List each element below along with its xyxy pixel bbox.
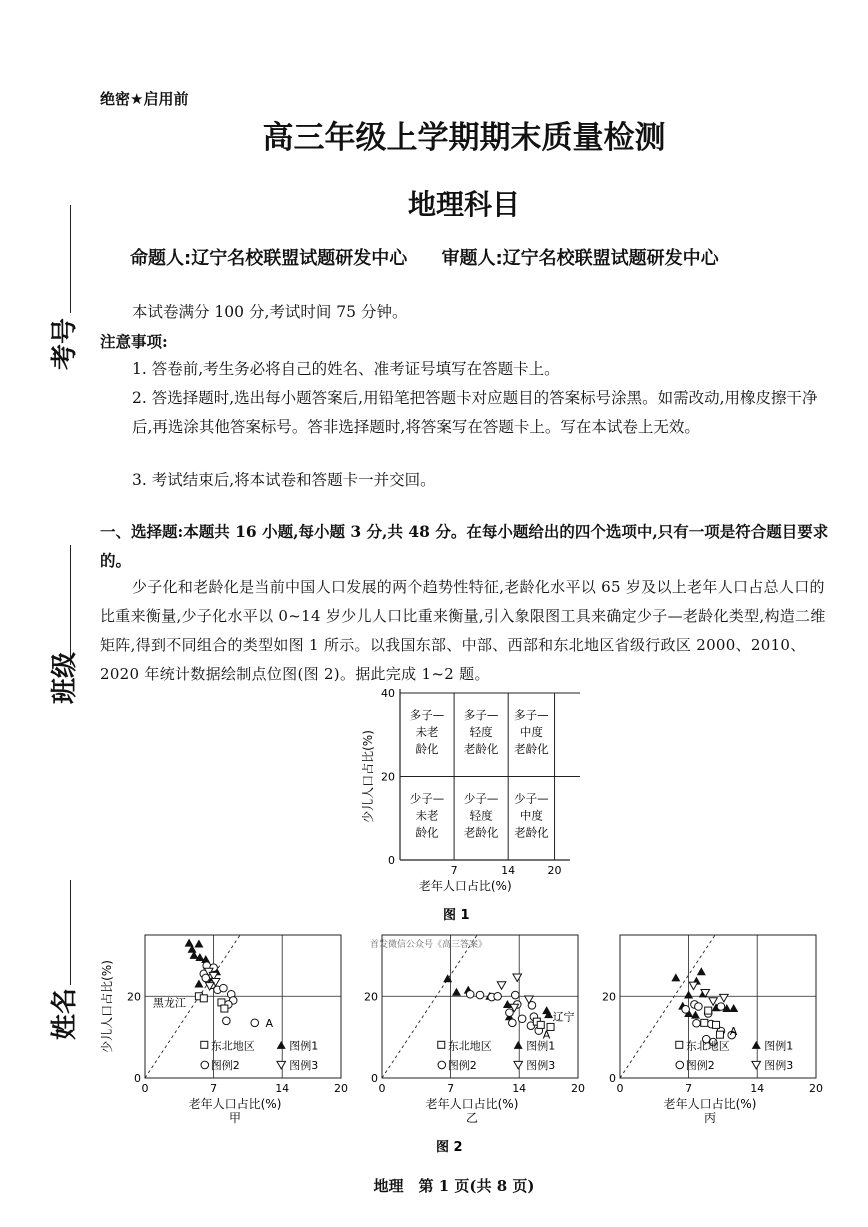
quadrant-label: 未老 <box>415 724 439 739</box>
x-tick-label: 20 <box>547 864 562 877</box>
legend2-marker <box>201 1061 209 1069</box>
legend1-point <box>194 939 203 947</box>
panel-label: 丙 <box>703 1111 717 1125</box>
quadrant-label: 少子— <box>409 791 445 806</box>
note-item-3: 3. 考试结束后,将本试卷和答题卡一并交回。 <box>132 471 436 489</box>
quadrant-label: 老龄化 <box>463 741 499 756</box>
reviewer: 审题人:辽宁名校联盟试题研发中心 <box>441 248 719 269</box>
author: 命题人:辽宁名校联盟试题研发中心 <box>130 248 408 269</box>
quadrant-label: 少子— <box>514 791 549 806</box>
northeast-point <box>221 1005 228 1012</box>
x-tick-label: 14 <box>275 1082 290 1095</box>
x-tick-label: 0 <box>616 1082 624 1095</box>
province-annotation: 辽宁 <box>552 1010 575 1024</box>
legend2-label: 图例2 <box>685 1058 715 1072</box>
confidential-label: 绝密★启用前 <box>100 90 189 108</box>
y-tick-label: 20 <box>381 770 395 784</box>
x-tick-label: 20 <box>809 1082 823 1095</box>
legend3-label: 图例3 <box>526 1058 556 1072</box>
x-tick-label: 20 <box>571 1082 585 1095</box>
x-tick-label: 7 <box>450 864 458 877</box>
legend1-point <box>729 1004 738 1012</box>
legend-northeast-label: 东北地区 <box>447 1039 492 1053</box>
figure-1-chart <box>340 683 580 933</box>
legend1-point <box>691 1011 700 1019</box>
legend1-point <box>194 980 203 988</box>
point-a-label: A <box>265 1016 274 1030</box>
name-label: 姓名 <box>50 987 80 1040</box>
legend1-label: 图例1 <box>289 1039 319 1053</box>
figure-2-caption: 图 2 <box>436 1140 463 1155</box>
class-label: 班级 <box>50 651 80 704</box>
y-tick-label: 0 <box>371 1072 378 1085</box>
quadrant-label: 龄化 <box>415 825 439 840</box>
exam-title: 高三年级上学期期末质量检测 <box>262 120 666 156</box>
legend3-point <box>513 974 522 982</box>
x-tick-label: 7 <box>447 1082 455 1095</box>
legend2-point <box>251 1019 259 1027</box>
legend2-point <box>693 1019 701 1027</box>
authors-line <box>130 244 719 270</box>
question-stem: 少子化和老龄化是当前中国人口发展的两个趋势性特征,老龄化水平以 65 岁及以上老年人口占总人口的比重来衡量,少子化水平以 0~14 岁少儿人口比重来衡量,引入象限图工具来确定少子—老龄化类型,构造二维矩阵,得到不同组合的类型如图 1 所示。以我国东部、中部、西部和东北地区省级行政区 2000、2010、2020 年统计数据绘制点位图(图 2)。据此完成 1~2 题。 <box>100 578 826 683</box>
y-axis-label: 少儿人口占比(%) <box>100 960 114 1053</box>
y-tick-label: 20 <box>127 990 141 1004</box>
name-line <box>70 880 71 985</box>
watermark-text: 首发微信公众号《高三答案》 <box>370 940 488 950</box>
y-axis-label: 少儿人口占比(%) <box>361 730 375 823</box>
northeast-point <box>701 1019 708 1026</box>
x-axis-label: 老年人口占比(%) <box>188 1097 282 1111</box>
exam-no-line <box>70 205 71 313</box>
scatter-panel-3 <box>602 935 823 1125</box>
intro-text: 本试卷满分 100 分,考试时间 75 分钟。 <box>132 303 408 321</box>
section-heading: 一、选择题:本题共 16 小题,每小题 3 分,共 48 分。在每小题给出的四个选项中,只有一项是符合题目要求的。 <box>100 522 829 570</box>
x-axis-label: 老年人口占比(%) <box>425 1097 519 1111</box>
legend2-point <box>682 1006 690 1014</box>
quadrant-label: 中度 <box>519 808 543 823</box>
legend2-point <box>717 1003 725 1011</box>
y-tick-label: 40 <box>381 687 395 700</box>
legend3-marker <box>514 1061 523 1069</box>
legend2-point <box>511 991 519 999</box>
subject-title: 地理科目 <box>407 188 520 221</box>
northeast-point <box>713 1021 720 1028</box>
reference-dashed-line <box>382 935 477 1078</box>
legend1-label: 图例1 <box>764 1039 794 1053</box>
legend1-marker <box>277 1041 286 1049</box>
legend1-point <box>684 991 693 999</box>
legend-northeast-marker <box>438 1041 445 1048</box>
northeast-point <box>705 1007 712 1014</box>
legend3-marker <box>752 1061 761 1069</box>
legend2-point <box>506 1009 514 1017</box>
x-tick-label: 14 <box>501 864 516 877</box>
legend3-label: 图例3 <box>764 1058 794 1072</box>
legend1-marker <box>752 1041 761 1049</box>
x-tick-label: 14 <box>750 1082 765 1095</box>
legend3-point <box>497 982 506 990</box>
northeast-point <box>716 1031 723 1038</box>
legend2-marker <box>438 1061 446 1069</box>
legend2-point <box>518 1015 526 1023</box>
legend3-marker <box>277 1061 286 1069</box>
note-item-2: 2. 答选择题时,选出每小题答案后,用铅笔把答题卡对应题目的答案标号涂黑。如需改动,用橡皮擦干净后,再选涂其他答案标号。答非选择题时,将答案写在答题卡上。写在本试卷上无效。 <box>132 389 818 436</box>
northeast-point <box>200 995 207 1002</box>
legend2-point <box>223 1017 231 1025</box>
legend2-point <box>476 991 484 999</box>
x-tick-label: 7 <box>210 1082 218 1095</box>
legend-northeast-marker <box>201 1041 208 1048</box>
quadrant-label: 老龄化 <box>514 825 549 840</box>
legend2-label: 图例2 <box>210 1058 240 1072</box>
legend2-marker <box>676 1061 684 1069</box>
quadrant-label: 多子— <box>463 707 499 722</box>
scatter-panel-1 <box>99 935 348 1125</box>
y-tick-label: 20 <box>364 990 378 1004</box>
panel-frame <box>382 935 578 1078</box>
x-axis-label: 老年人口占比(%) <box>663 1097 757 1111</box>
notes-heading: 注意事项: <box>100 332 168 351</box>
legend2-point <box>494 992 502 1000</box>
legend2-point <box>220 984 228 992</box>
quadrant-label: 轻度 <box>469 808 493 823</box>
quadrant-label: 轻度 <box>469 724 493 739</box>
quadrant-label: 多子— <box>514 707 549 722</box>
legend3-point <box>689 982 698 990</box>
province-annotation: 黑龙江 <box>152 996 186 1010</box>
x-tick-label: 14 <box>512 1082 527 1095</box>
figure-1-caption: 图 1 <box>443 908 470 923</box>
note-item-1: 1. 答卷前,考生务必将自己的姓名、准考证号填写在答题卡上。 <box>132 360 560 378</box>
quadrant-label: 未老 <box>415 808 439 823</box>
legend-northeast-label: 东北地区 <box>685 1039 730 1053</box>
x-axis-label: 老年人口占比(%) <box>418 879 512 893</box>
y-tick-label: 0 <box>134 1072 141 1085</box>
y-tick-label: 0 <box>388 854 395 867</box>
x-tick-label: 7 <box>685 1082 693 1095</box>
legend2-point <box>466 990 474 998</box>
point-a-label: A <box>542 1028 551 1042</box>
quadrant-label: 老龄化 <box>463 825 499 840</box>
legend1-point <box>697 967 706 975</box>
page-footer: 地理 第 1 页(共 8 页) <box>373 1177 535 1195</box>
quadrant-label: 老龄化 <box>514 741 549 756</box>
exam-no-label: 考号 <box>50 317 80 370</box>
northeast-point <box>537 1021 544 1028</box>
legend1-point <box>671 973 680 981</box>
scatter-panel-2 <box>364 935 585 1125</box>
legend3-label: 图例3 <box>289 1058 319 1072</box>
legend-northeast-label: 东北地区 <box>210 1039 255 1053</box>
legend2-point <box>509 1019 517 1027</box>
quadrant-label: 少子— <box>463 791 499 806</box>
quadrant-label: 多子— <box>409 707 445 722</box>
x-tick-label: 0 <box>141 1082 149 1095</box>
class-line <box>70 545 71 665</box>
y-tick-label: 20 <box>602 990 616 1004</box>
legend2-label: 图例2 <box>447 1058 477 1072</box>
legend1-label: 图例1 <box>526 1039 556 1053</box>
y-tick-label: 0 <box>609 1072 616 1085</box>
point-a-label: A <box>729 1025 738 1039</box>
figure-2-chart <box>90 925 830 1175</box>
legend2-point <box>695 1003 703 1011</box>
legend1-marker <box>514 1041 523 1049</box>
panel-label: 甲 <box>228 1111 242 1125</box>
quadrant-label: 中度 <box>519 724 543 739</box>
legend3-point <box>720 994 729 1002</box>
legend1-point <box>452 988 461 996</box>
x-tick-label: 0 <box>378 1082 386 1095</box>
legend-northeast-marker <box>676 1041 683 1048</box>
quadrant-label: 龄化 <box>415 741 439 756</box>
panel-label: 乙 <box>465 1111 479 1125</box>
x-tick-label: 20 <box>334 1082 348 1095</box>
